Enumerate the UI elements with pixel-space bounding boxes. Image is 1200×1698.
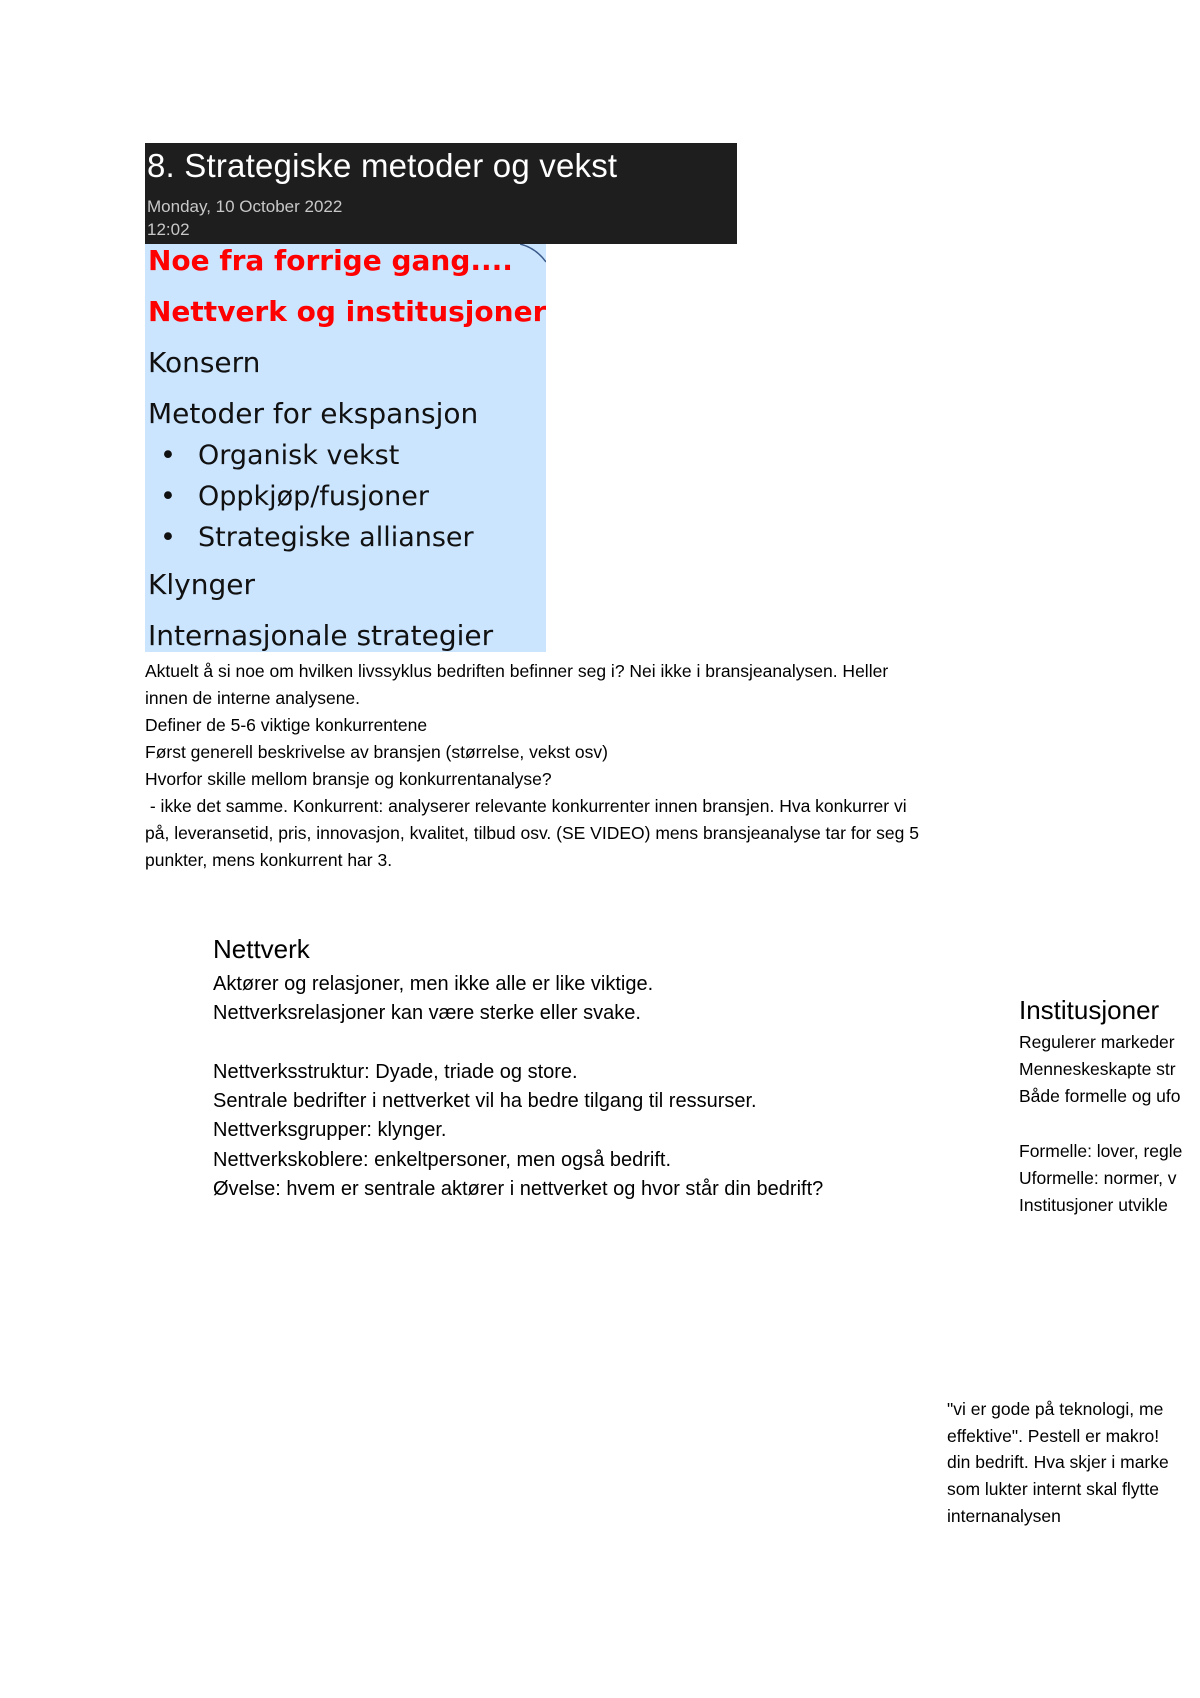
notes-line: på, leveransetid, pris, innovasjon, kvalitet, tilbud osv. (SE VIDEO) mens bransjeanalyse tar for seg 5 — [145, 823, 919, 843]
notes-line: - ikke det samme. Konkurrent: analyserer relevante konkurrenter innen bransjen. Hva konkurrer vi — [145, 796, 907, 816]
slide-bullet-acquisitions — [160, 481, 429, 512]
slide-bullet-label: Organisk vekst — [198, 440, 400, 471]
notes-line: Hvorfor skille mellom bransje og konkurrentanalyse? — [145, 769, 552, 789]
nettverk-line: Nettverksstruktur: Dyade, triade og store. — [213, 1061, 578, 1083]
bullet-icon: • — [160, 440, 176, 471]
institusjoner-line: Formelle: lover, regle — [1019, 1141, 1183, 1161]
slide-bullet-label: Oppkjøp/fusjoner — [198, 481, 429, 512]
nettverk-line: Nettverkskoblere: enkeltpersoner, men også bedrift. — [213, 1149, 672, 1171]
quote-line: effektive". Pestell er makro! — [947, 1426, 1160, 1446]
quote-line: internanalysen — [947, 1506, 1061, 1526]
slide-bullet-organic — [160, 440, 399, 471]
slide-bullet-label: Strategiske allianser — [198, 522, 474, 553]
bullet-icon: • — [160, 522, 176, 553]
institusjoner-line: Regulerer markeder — [1019, 1032, 1175, 1052]
notes-line: punkter, mens konkurrent har 3. — [145, 850, 393, 870]
quote-line: "vi er gode på teknologi, me — [947, 1399, 1164, 1419]
page-date: Monday, 10 October 2022 — [147, 197, 343, 216]
slide-bullet-alliances — [160, 522, 474, 553]
notes-line: Aktuelt å si noe om hvilken livssyklus bedriften befinner seg i? Nei ikke i bransjeanalysen. Heller — [145, 661, 889, 681]
institusjoner-line: Menneskeskapte str — [1019, 1059, 1176, 1079]
slide-item-konsern: Konsern — [148, 346, 261, 379]
notes-text — [145, 658, 1045, 874]
slide-item-expansion-methods: Metoder for ekspansjon — [148, 397, 479, 430]
slide-image — [145, 244, 546, 652]
nettverk-line: Nettverksgrupper: klynger. — [213, 1119, 447, 1141]
nettverk-line: Sentrale bedrifter i nettverket vil ha bedre tilgang til ressurser. — [213, 1090, 757, 1112]
notes-line: innen de interne analysene. — [145, 688, 361, 708]
page-header — [145, 143, 737, 244]
institusjoner-line: Både formelle og ufo — [1019, 1086, 1181, 1106]
bullet-icon: • — [160, 481, 176, 512]
slide-item-international: Internasjonale strategier — [148, 619, 494, 652]
notes-line: Først generell beskrivelse av bransjen (størrelse, vekst osv) — [145, 742, 608, 762]
page-time: 12:02 — [147, 220, 190, 239]
quote-line: som lukter internt skal flytte — [947, 1479, 1160, 1499]
nettverk-line: Øvelse: hvem er sentrale aktører i nettverket og hvor står din bedrift? — [213, 1178, 824, 1200]
institusjoner-line: Uformelle: normer, v — [1019, 1168, 1177, 1188]
institusjoner-title: Institusjoner — [1019, 995, 1160, 1025]
notes-line: Definer de 5-6 viktige konkurrentene — [145, 715, 428, 735]
institusjoner-line: Institusjoner utvikle — [1019, 1195, 1168, 1215]
nettverk-line: Aktører og relasjoner, men ikke alle er like viktige. — [213, 973, 654, 995]
nettverk-title: Nettverk — [213, 934, 310, 964]
quote-line: din bedrift. Hva skjer i marke — [947, 1452, 1169, 1472]
slide-item-clusters: Klynger — [148, 568, 255, 601]
slide-corner-curve — [520, 244, 546, 264]
slide-item-recap: Noe fra forrige gang.... — [148, 244, 513, 277]
nettverk-line: Nettverksrelasjoner kan være sterke eller svake. — [213, 1002, 641, 1024]
page-title: 8. Strategiske metoder og vekst — [147, 147, 618, 184]
slide-item-network-institutions: Nettverk og institusjoner — [148, 295, 546, 328]
